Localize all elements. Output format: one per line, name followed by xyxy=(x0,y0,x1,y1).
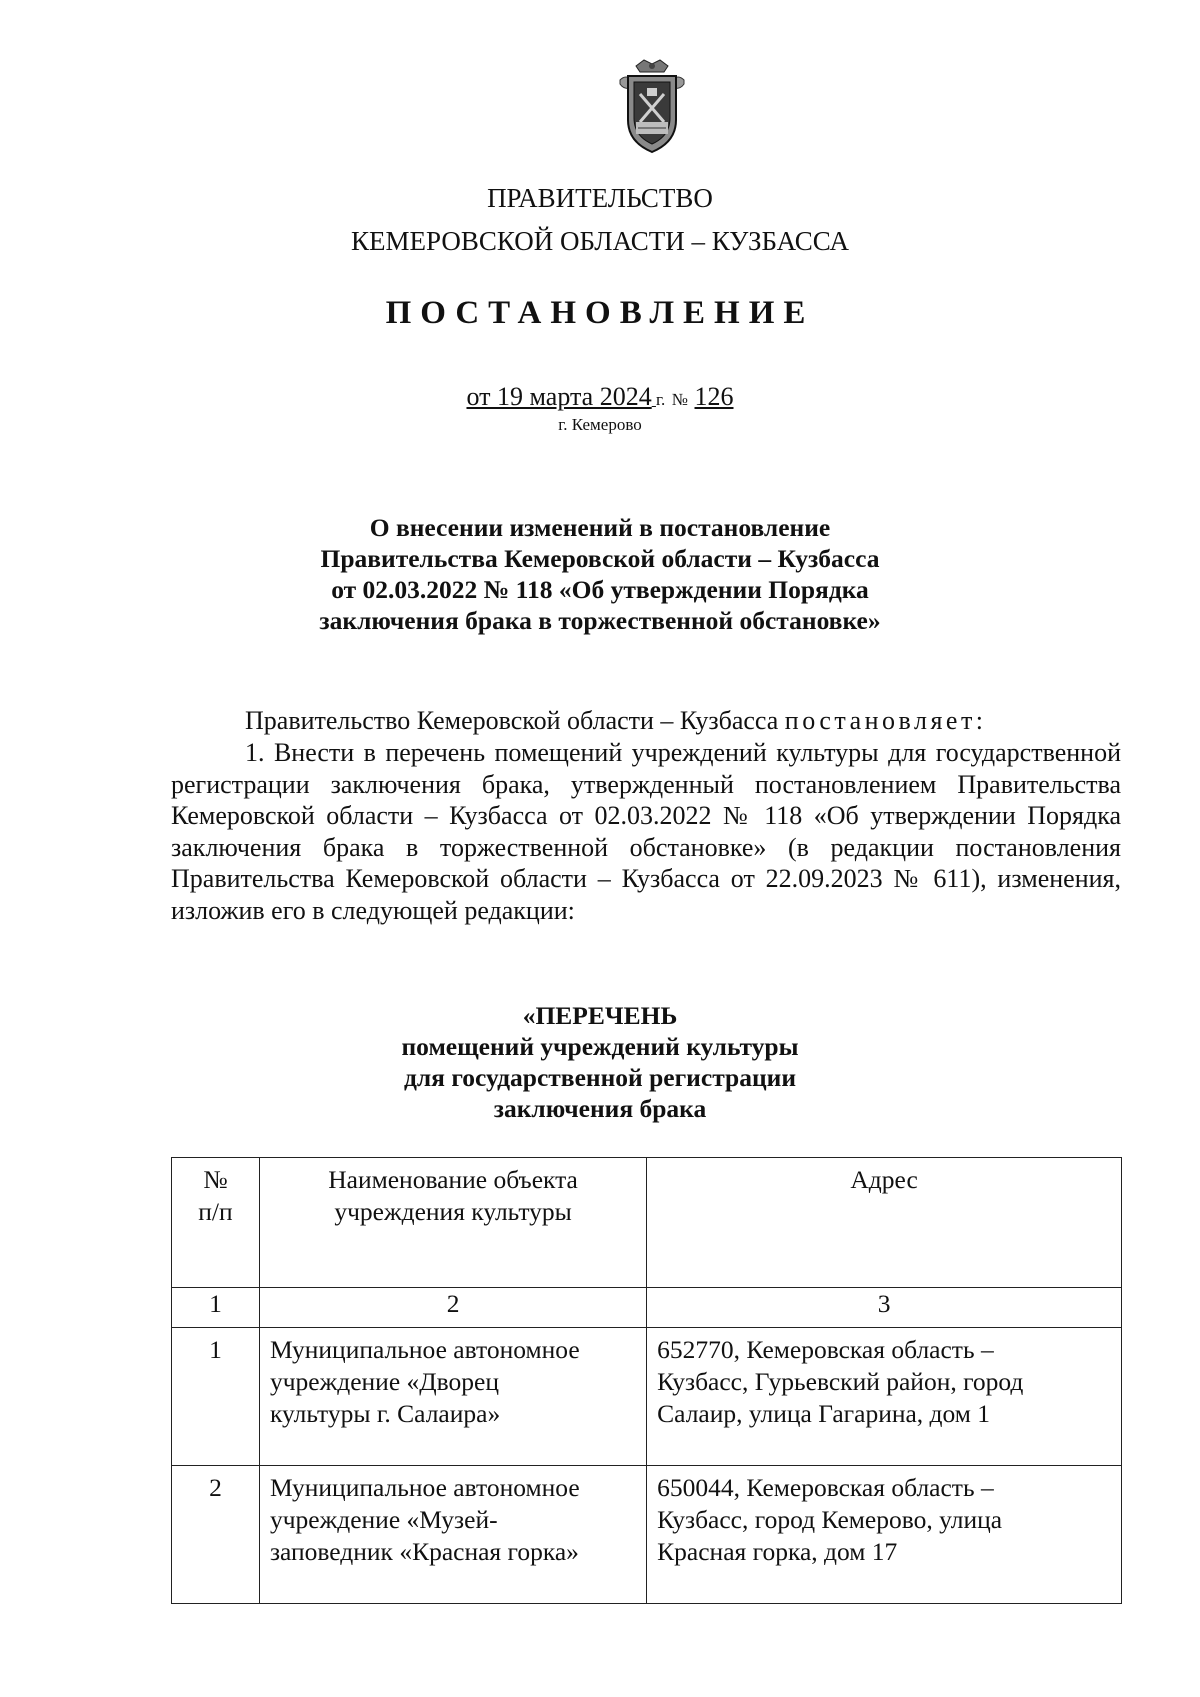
title-line: от 02.03.2022 № 118 «Об утверждении Порядка xyxy=(331,575,869,604)
government-name-line1: ПРАВИТЕЛЬСТВО xyxy=(487,183,713,213)
column-number: 3 xyxy=(647,1288,1122,1328)
row-number: 2 xyxy=(172,1466,260,1604)
document-kind: ПОСТАНОВЛЕНИЕ xyxy=(385,295,815,331)
institution-address: 650044, Кемеровская область – Кузбасс, город Кемерово, улица Красная горка, дом 17 xyxy=(647,1466,1122,1604)
table-row xyxy=(172,1328,1122,1466)
title-line: Правительства Кемеровской области – Кузбасса xyxy=(320,544,880,573)
title-line: О внесении изменений в постановление xyxy=(369,513,831,542)
coat-of-arms-icon xyxy=(614,58,690,154)
government-name-line2: КЕМЕРОВСКОЙ ОБЛАСТИ – КУЗБАССА xyxy=(351,226,849,256)
column-number: 2 xyxy=(259,1288,646,1328)
intro-decree-word: постановляет: xyxy=(784,706,987,735)
header-cell-name: Наименование объекта учреждения культуры xyxy=(259,1158,646,1288)
row-number: 1 xyxy=(172,1328,260,1466)
list-title-line: «ПЕРЕЧЕНЬ xyxy=(522,1001,678,1030)
intro-paragraph xyxy=(171,705,1121,737)
document-date: от 19 марта 2024 xyxy=(466,382,652,411)
column-number-row xyxy=(172,1288,1122,1328)
title-line: заключения брака в торжественной обстановке» xyxy=(319,606,881,635)
year-suffix: г. xyxy=(655,390,666,409)
intro-text: Правительство Кемеровской области – Кузбасса xyxy=(245,706,779,735)
header-cell-number: № п/п xyxy=(172,1158,260,1288)
table-row xyxy=(172,1466,1122,1604)
list-title xyxy=(0,1000,1200,1124)
registry-table xyxy=(171,1157,1122,1604)
document-number: 126 xyxy=(694,382,734,411)
list-title-line: для государственной регистрации xyxy=(403,1063,797,1092)
institution-name: Муниципальное автономное учреждение «Музей- заповедник «Красная горка» xyxy=(259,1466,646,1604)
header-cell-address: Адрес xyxy=(647,1158,1122,1288)
document-title xyxy=(0,512,1200,636)
number-sign: № xyxy=(671,390,688,409)
institution-address: 652770, Кемеровская область – Кузбасс, Гурьевский район, город Салаир, улица Гагарина, дом 1 xyxy=(647,1328,1122,1466)
list-title-line: помещений учреждений культуры xyxy=(401,1032,799,1061)
column-number: 1 xyxy=(172,1288,260,1328)
table-header-row xyxy=(172,1158,1122,1288)
date-number-line xyxy=(0,382,1200,412)
list-title-line: заключения брака xyxy=(493,1094,707,1123)
document-city: г. Кемерово xyxy=(558,415,642,434)
institution-name: Муниципальное автономное учреждение «Дворец культуры г. Салаира» xyxy=(259,1328,646,1466)
paragraph-1: 1. Внести в перечень помещений учреждений культуры для государственной регистрации заключения брака, утвержденный постановлением Правительства Кемеровской области – Кузбасса от 02.03.2022 № 118 «Об утверждении Порядка заключения брака в торжественной обстановке» (в редакции постановления Правительства Кемеровской области – Кузбасса от 22.09.2023 № 611), изменения, изложив его в следующей редакции: xyxy=(171,738,1121,925)
